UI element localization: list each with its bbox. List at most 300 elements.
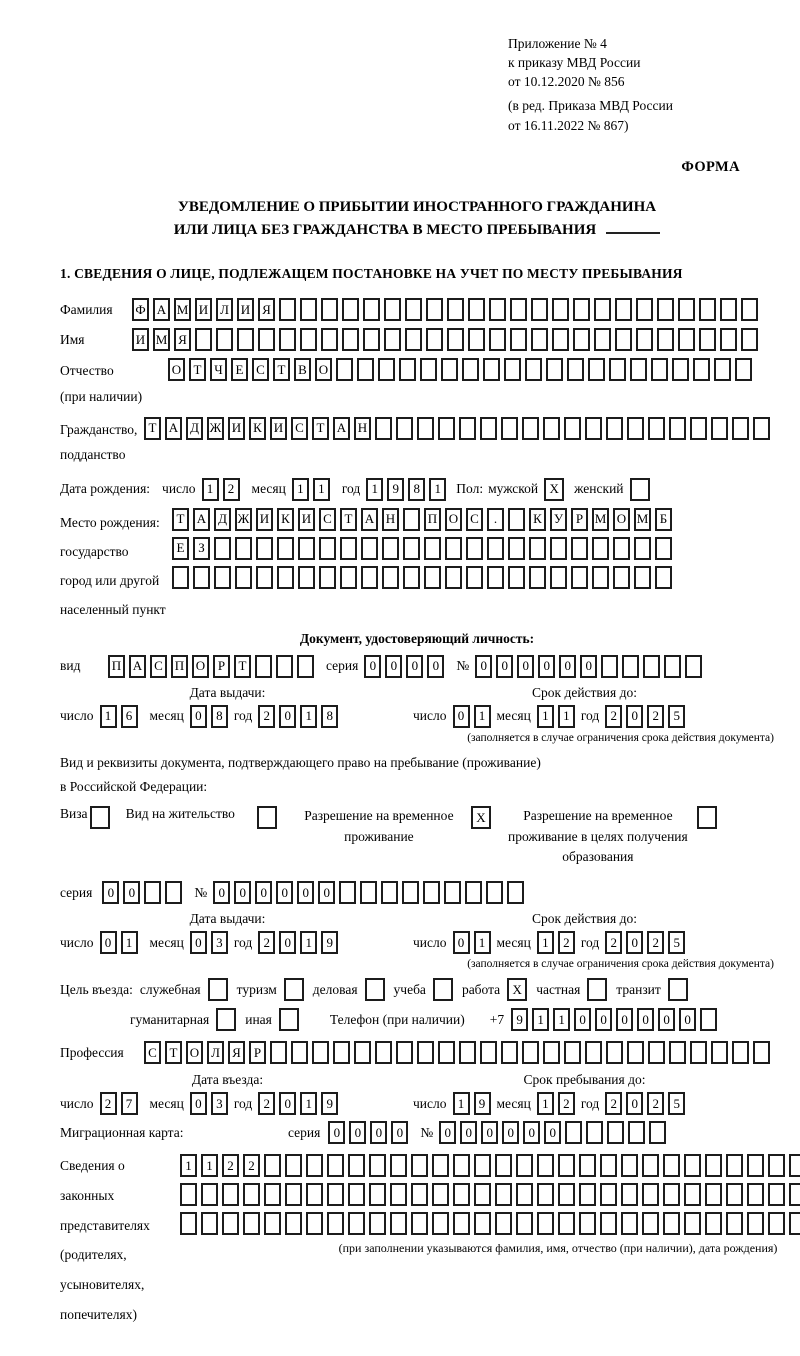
- char-box[interactable]: [579, 1154, 596, 1177]
- char-box[interactable]: [552, 328, 569, 351]
- char-box[interactable]: [363, 328, 380, 351]
- char-box[interactable]: 6: [121, 705, 138, 728]
- char-box[interactable]: [663, 1212, 680, 1235]
- char-box[interactable]: [664, 655, 681, 678]
- char-box[interactable]: 0: [559, 655, 576, 678]
- char-box[interactable]: [522, 417, 539, 440]
- char-box[interactable]: 2: [222, 1154, 239, 1177]
- char-box[interactable]: [276, 655, 293, 678]
- char-box[interactable]: [441, 358, 458, 381]
- char-box[interactable]: [669, 417, 686, 440]
- char-box[interactable]: [685, 655, 702, 678]
- char-box[interactable]: Н: [382, 508, 399, 531]
- char-box[interactable]: К: [529, 508, 546, 531]
- char-box[interactable]: 0: [102, 881, 119, 904]
- char-box[interactable]: А: [129, 655, 146, 678]
- char-box[interactable]: 1: [474, 931, 491, 954]
- char-box[interactable]: 2: [258, 1092, 275, 1115]
- char-box[interactable]: 8: [211, 705, 228, 728]
- char-box[interactable]: [489, 298, 506, 321]
- char-box[interactable]: [444, 881, 461, 904]
- char-box[interactable]: 1: [474, 705, 491, 728]
- char-box[interactable]: [537, 1212, 554, 1235]
- char-box[interactable]: 0: [190, 931, 207, 954]
- char-box[interactable]: [663, 1154, 680, 1177]
- char-box[interactable]: [621, 1212, 638, 1235]
- char-box[interactable]: [285, 1212, 302, 1235]
- char-box[interactable]: [711, 1041, 728, 1064]
- char-box[interactable]: [700, 1008, 717, 1031]
- char-box[interactable]: [277, 537, 294, 560]
- char-box[interactable]: [741, 328, 758, 351]
- char-box[interactable]: [714, 358, 731, 381]
- char-box[interactable]: [306, 1212, 323, 1235]
- char-box[interactable]: П: [424, 508, 441, 531]
- char-box[interactable]: [622, 655, 639, 678]
- char-box[interactable]: 9: [511, 1008, 528, 1031]
- char-box[interactable]: [438, 1041, 455, 1064]
- char-box[interactable]: О: [186, 1041, 203, 1064]
- char-box[interactable]: [144, 881, 161, 904]
- char-box[interactable]: [195, 328, 212, 351]
- char-box[interactable]: [321, 298, 338, 321]
- char-box[interactable]: [306, 1183, 323, 1206]
- char-box[interactable]: 1: [537, 705, 554, 728]
- char-box[interactable]: А: [333, 417, 350, 440]
- char-box[interactable]: [627, 417, 644, 440]
- char-box[interactable]: [361, 566, 378, 589]
- char-box[interactable]: [732, 417, 749, 440]
- char-box[interactable]: [180, 1183, 197, 1206]
- char-box[interactable]: [468, 328, 485, 351]
- char-box[interactable]: [411, 1212, 428, 1235]
- residence-permit-checkbox[interactable]: [257, 806, 277, 829]
- char-box[interactable]: [705, 1183, 722, 1206]
- char-box[interactable]: С: [150, 655, 167, 678]
- char-box[interactable]: [613, 566, 630, 589]
- char-box[interactable]: [732, 1041, 749, 1064]
- char-box[interactable]: [613, 537, 630, 560]
- char-box[interactable]: [466, 537, 483, 560]
- char-box[interactable]: А: [153, 298, 170, 321]
- char-box[interactable]: 1: [313, 478, 330, 501]
- sex-male-checkbox[interactable]: X: [544, 478, 564, 501]
- char-box[interactable]: И: [256, 508, 273, 531]
- char-box[interactable]: [657, 328, 674, 351]
- char-box[interactable]: [424, 537, 441, 560]
- char-box[interactable]: [474, 1154, 491, 1177]
- char-box[interactable]: [336, 358, 353, 381]
- char-box[interactable]: [432, 1183, 449, 1206]
- char-box[interactable]: [396, 1041, 413, 1064]
- char-box[interactable]: [214, 537, 231, 560]
- char-box[interactable]: 0: [190, 705, 207, 728]
- char-box[interactable]: [382, 566, 399, 589]
- char-box[interactable]: 0: [517, 655, 534, 678]
- char-box[interactable]: [277, 566, 294, 589]
- char-box[interactable]: [445, 566, 462, 589]
- char-box[interactable]: [690, 417, 707, 440]
- char-box[interactable]: [634, 537, 651, 560]
- char-box[interactable]: [321, 328, 338, 351]
- char-box[interactable]: [571, 566, 588, 589]
- char-box[interactable]: [466, 566, 483, 589]
- char-box[interactable]: [564, 1041, 581, 1064]
- char-box[interactable]: [405, 298, 422, 321]
- char-box[interactable]: [165, 881, 182, 904]
- char-box[interactable]: [468, 298, 485, 321]
- char-box[interactable]: П: [108, 655, 125, 678]
- char-box[interactable]: И: [270, 417, 287, 440]
- char-box[interactable]: [216, 328, 233, 351]
- char-box[interactable]: [699, 328, 716, 351]
- char-box[interactable]: [711, 417, 728, 440]
- char-box[interactable]: 0: [279, 705, 296, 728]
- char-box[interactable]: Ж: [235, 508, 252, 531]
- char-box[interactable]: [606, 417, 623, 440]
- char-box[interactable]: 1: [201, 1154, 218, 1177]
- char-box[interactable]: 9: [387, 478, 404, 501]
- char-box[interactable]: [543, 1041, 560, 1064]
- char-box[interactable]: М: [592, 508, 609, 531]
- char-box[interactable]: 2: [605, 1092, 622, 1115]
- char-box[interactable]: И: [228, 417, 245, 440]
- char-box[interactable]: [531, 328, 548, 351]
- char-box[interactable]: [348, 1154, 365, 1177]
- purpose-humanitarian-checkbox[interactable]: [216, 1008, 236, 1031]
- temp-residence-checkbox[interactable]: X: [471, 806, 491, 829]
- char-box[interactable]: 1: [202, 478, 219, 501]
- char-box[interactable]: [552, 298, 569, 321]
- char-box[interactable]: 5: [668, 1092, 685, 1115]
- char-box[interactable]: [705, 1154, 722, 1177]
- char-box[interactable]: Н: [354, 417, 371, 440]
- char-box[interactable]: К: [277, 508, 294, 531]
- char-box[interactable]: [432, 1212, 449, 1235]
- char-box[interactable]: [678, 298, 695, 321]
- char-box[interactable]: И: [195, 298, 212, 321]
- char-box[interactable]: [636, 328, 653, 351]
- char-box[interactable]: [607, 1121, 624, 1144]
- char-box[interactable]: [489, 328, 506, 351]
- char-box[interactable]: Т: [165, 1041, 182, 1064]
- char-box[interactable]: 0: [391, 1121, 408, 1144]
- char-box[interactable]: 2: [605, 705, 622, 728]
- char-box[interactable]: [546, 358, 563, 381]
- char-box[interactable]: [621, 1183, 638, 1206]
- char-box[interactable]: 0: [385, 655, 402, 678]
- char-box[interactable]: [655, 537, 672, 560]
- char-box[interactable]: [180, 1212, 197, 1235]
- char-box[interactable]: [525, 358, 542, 381]
- char-box[interactable]: 0: [406, 655, 423, 678]
- char-box[interactable]: [564, 417, 581, 440]
- char-box[interactable]: [486, 881, 503, 904]
- char-box[interactable]: 1: [453, 1092, 470, 1115]
- char-box[interactable]: [789, 1154, 800, 1177]
- char-box[interactable]: [789, 1212, 800, 1235]
- char-box[interactable]: Б: [655, 508, 672, 531]
- char-box[interactable]: 0: [234, 881, 251, 904]
- char-box[interactable]: С: [466, 508, 483, 531]
- char-box[interactable]: [193, 566, 210, 589]
- char-box[interactable]: [735, 358, 752, 381]
- char-box[interactable]: [297, 655, 314, 678]
- char-box[interactable]: [594, 328, 611, 351]
- char-box[interactable]: [426, 298, 443, 321]
- char-box[interactable]: 0: [276, 881, 293, 904]
- char-box[interactable]: [720, 298, 737, 321]
- char-box[interactable]: 2: [223, 478, 240, 501]
- char-box[interactable]: 0: [538, 655, 555, 678]
- char-box[interactable]: М: [153, 328, 170, 351]
- char-box[interactable]: [319, 537, 336, 560]
- char-box[interactable]: 2: [558, 1092, 575, 1115]
- char-box[interactable]: [390, 1154, 407, 1177]
- char-box[interactable]: [741, 298, 758, 321]
- char-box[interactable]: О: [168, 358, 185, 381]
- char-box[interactable]: [571, 537, 588, 560]
- char-box[interactable]: [615, 298, 632, 321]
- char-box[interactable]: 0: [279, 931, 296, 954]
- char-box[interactable]: [312, 1041, 329, 1064]
- char-box[interactable]: [411, 1154, 428, 1177]
- char-box[interactable]: [300, 298, 317, 321]
- char-box[interactable]: [327, 1154, 344, 1177]
- char-box[interactable]: [432, 1154, 449, 1177]
- char-box[interactable]: [319, 566, 336, 589]
- char-box[interactable]: Т: [312, 417, 329, 440]
- char-box[interactable]: [375, 417, 392, 440]
- char-box[interactable]: Т: [234, 655, 251, 678]
- char-box[interactable]: [405, 328, 422, 351]
- char-box[interactable]: М: [634, 508, 651, 531]
- char-box[interactable]: 9: [321, 931, 338, 954]
- char-box[interactable]: [720, 328, 737, 351]
- char-box[interactable]: [438, 417, 455, 440]
- char-box[interactable]: [235, 537, 252, 560]
- char-box[interactable]: [522, 1041, 539, 1064]
- char-box[interactable]: [354, 1041, 371, 1064]
- char-box[interactable]: 0: [502, 1121, 519, 1144]
- char-box[interactable]: 0: [523, 1121, 540, 1144]
- char-box[interactable]: 9: [321, 1092, 338, 1115]
- char-box[interactable]: 0: [370, 1121, 387, 1144]
- char-box[interactable]: 0: [190, 1092, 207, 1115]
- char-box[interactable]: 2: [243, 1154, 260, 1177]
- char-box[interactable]: [705, 1212, 722, 1235]
- char-box[interactable]: .: [487, 508, 504, 531]
- char-box[interactable]: 0: [616, 1008, 633, 1031]
- char-box[interactable]: 7: [121, 1092, 138, 1115]
- char-box[interactable]: [285, 1154, 302, 1177]
- char-box[interactable]: [258, 328, 275, 351]
- char-box[interactable]: Т: [172, 508, 189, 531]
- char-box[interactable]: [327, 1212, 344, 1235]
- char-box[interactable]: [663, 1183, 680, 1206]
- char-box[interactable]: Р: [249, 1041, 266, 1064]
- char-box[interactable]: [699, 298, 716, 321]
- char-box[interactable]: М: [174, 298, 191, 321]
- char-box[interactable]: 0: [349, 1121, 366, 1144]
- char-box[interactable]: Я: [228, 1041, 245, 1064]
- char-box[interactable]: 0: [328, 1121, 345, 1144]
- char-box[interactable]: [643, 655, 660, 678]
- char-box[interactable]: 2: [258, 705, 275, 728]
- char-box[interactable]: 2: [100, 1092, 117, 1115]
- char-box[interactable]: [375, 1041, 392, 1064]
- char-box[interactable]: [558, 1212, 575, 1235]
- char-box[interactable]: 2: [558, 931, 575, 954]
- char-box[interactable]: [298, 566, 315, 589]
- char-box[interactable]: [424, 566, 441, 589]
- char-box[interactable]: 0: [475, 655, 492, 678]
- char-box[interactable]: [327, 1183, 344, 1206]
- char-box[interactable]: 2: [605, 931, 622, 954]
- char-box[interactable]: [634, 566, 651, 589]
- char-box[interactable]: [753, 417, 770, 440]
- char-box[interactable]: [417, 417, 434, 440]
- char-box[interactable]: 3: [211, 931, 228, 954]
- char-box[interactable]: [279, 328, 296, 351]
- char-box[interactable]: [516, 1154, 533, 1177]
- char-box[interactable]: [579, 1183, 596, 1206]
- char-box[interactable]: [201, 1212, 218, 1235]
- char-box[interactable]: [339, 881, 356, 904]
- char-box[interactable]: [399, 358, 416, 381]
- char-box[interactable]: [690, 1041, 707, 1064]
- char-box[interactable]: 0: [439, 1121, 456, 1144]
- char-box[interactable]: О: [613, 508, 630, 531]
- char-box[interactable]: [348, 1183, 365, 1206]
- char-box[interactable]: [396, 417, 413, 440]
- char-box[interactable]: Т: [273, 358, 290, 381]
- char-box[interactable]: [636, 298, 653, 321]
- char-box[interactable]: [462, 358, 479, 381]
- char-box[interactable]: [480, 1041, 497, 1064]
- char-box[interactable]: 0: [364, 655, 381, 678]
- char-box[interactable]: [474, 1212, 491, 1235]
- char-box[interactable]: С: [319, 508, 336, 531]
- char-box[interactable]: [726, 1183, 743, 1206]
- char-box[interactable]: [648, 1041, 665, 1064]
- char-box[interactable]: [657, 298, 674, 321]
- char-box[interactable]: [390, 1212, 407, 1235]
- char-box[interactable]: [586, 1121, 603, 1144]
- char-box[interactable]: [402, 881, 419, 904]
- char-box[interactable]: [369, 1212, 386, 1235]
- char-box[interactable]: [579, 1212, 596, 1235]
- char-box[interactable]: 1: [100, 705, 117, 728]
- char-box[interactable]: [243, 1183, 260, 1206]
- char-box[interactable]: [537, 1183, 554, 1206]
- char-box[interactable]: [369, 1154, 386, 1177]
- char-box[interactable]: 0: [427, 655, 444, 678]
- char-box[interactable]: [609, 358, 626, 381]
- purpose-private-checkbox[interactable]: [587, 978, 607, 1001]
- char-box[interactable]: 1: [300, 1092, 317, 1115]
- char-box[interactable]: 9: [474, 1092, 491, 1115]
- char-box[interactable]: [504, 358, 521, 381]
- char-box[interactable]: [300, 328, 317, 351]
- char-box[interactable]: 0: [123, 881, 140, 904]
- char-box[interactable]: 1: [532, 1008, 549, 1031]
- char-box[interactable]: О: [315, 358, 332, 381]
- char-box[interactable]: [363, 298, 380, 321]
- char-box[interactable]: [726, 1154, 743, 1177]
- char-box[interactable]: [768, 1212, 785, 1235]
- char-box[interactable]: [768, 1154, 785, 1177]
- char-box[interactable]: 1: [300, 931, 317, 954]
- char-box[interactable]: [447, 298, 464, 321]
- char-box[interactable]: 0: [496, 655, 513, 678]
- char-box[interactable]: [585, 417, 602, 440]
- char-box[interactable]: [789, 1183, 800, 1206]
- char-box[interactable]: [615, 328, 632, 351]
- char-box[interactable]: [453, 1183, 470, 1206]
- char-box[interactable]: 0: [460, 1121, 477, 1144]
- char-box[interactable]: [592, 537, 609, 560]
- char-box[interactable]: [747, 1212, 764, 1235]
- char-box[interactable]: [510, 328, 527, 351]
- char-box[interactable]: К: [249, 417, 266, 440]
- char-box[interactable]: [361, 537, 378, 560]
- char-box[interactable]: [642, 1154, 659, 1177]
- char-box[interactable]: [447, 328, 464, 351]
- char-box[interactable]: [648, 417, 665, 440]
- char-box[interactable]: 0: [679, 1008, 696, 1031]
- char-box[interactable]: [423, 881, 440, 904]
- char-box[interactable]: [600, 1212, 617, 1235]
- char-box[interactable]: 1: [537, 1092, 554, 1115]
- char-box[interactable]: [495, 1154, 512, 1177]
- char-box[interactable]: [529, 566, 546, 589]
- char-box[interactable]: [550, 566, 567, 589]
- char-box[interactable]: 0: [626, 705, 643, 728]
- char-box[interactable]: [510, 298, 527, 321]
- purpose-official-checkbox[interactable]: [208, 978, 228, 1001]
- char-box[interactable]: 2: [647, 1092, 664, 1115]
- sex-female-checkbox[interactable]: [630, 478, 650, 501]
- char-box[interactable]: И: [132, 328, 149, 351]
- char-box[interactable]: И: [298, 508, 315, 531]
- char-box[interactable]: 8: [408, 478, 425, 501]
- char-box[interactable]: 1: [292, 478, 309, 501]
- char-box[interactable]: [672, 358, 689, 381]
- char-box[interactable]: [747, 1183, 764, 1206]
- char-box[interactable]: [360, 881, 377, 904]
- char-box[interactable]: [264, 1154, 281, 1177]
- char-box[interactable]: А: [361, 508, 378, 531]
- char-box[interactable]: [588, 358, 605, 381]
- char-box[interactable]: 0: [279, 1092, 296, 1115]
- char-box[interactable]: [508, 537, 525, 560]
- char-box[interactable]: Д: [186, 417, 203, 440]
- char-box[interactable]: 2: [647, 705, 664, 728]
- char-box[interactable]: [573, 298, 590, 321]
- char-box[interactable]: [600, 1183, 617, 1206]
- char-box[interactable]: Р: [571, 508, 588, 531]
- char-box[interactable]: [279, 298, 296, 321]
- char-box[interactable]: [726, 1212, 743, 1235]
- char-box[interactable]: [669, 1041, 686, 1064]
- char-box[interactable]: [403, 537, 420, 560]
- char-box[interactable]: 2: [647, 931, 664, 954]
- char-box[interactable]: 0: [544, 1121, 561, 1144]
- char-box[interactable]: [628, 1121, 645, 1144]
- char-box[interactable]: [237, 328, 254, 351]
- char-box[interactable]: 1: [553, 1008, 570, 1031]
